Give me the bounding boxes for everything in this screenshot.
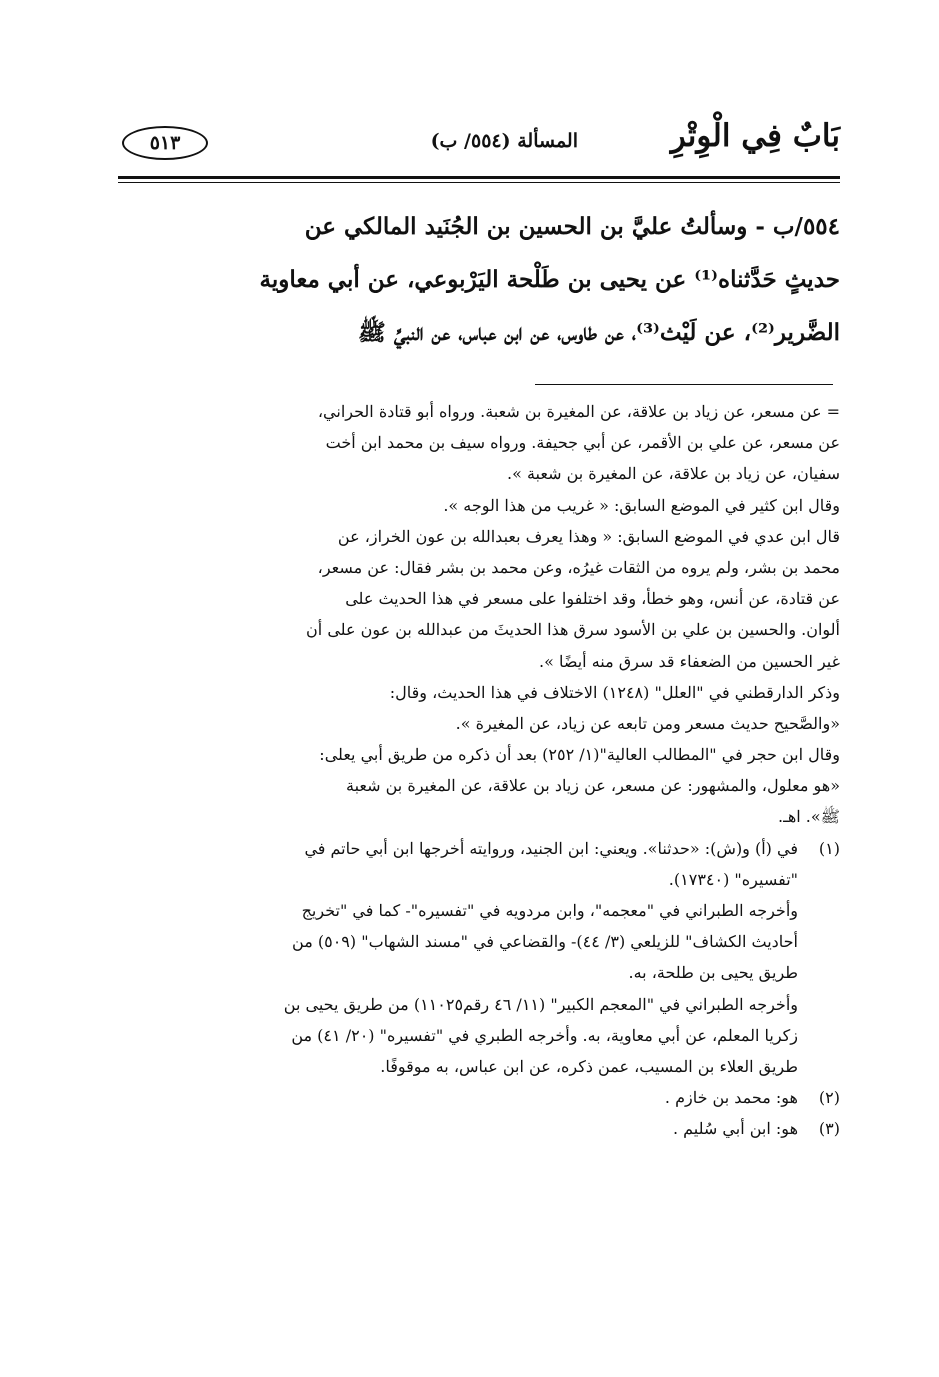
page-number: ٥١٣ xyxy=(122,126,208,160)
footnote-line: وقال ابن كثير في الموضع السابق: « غريب من هذا الوجه ». xyxy=(443,495,840,515)
footnote-line: غير الحسين من الضعفاء قد سرق منه أيضًا ». xyxy=(539,651,840,671)
footnote-line: وذكر الدارقطني في "العلل" (١٢٤٨) الاختلاف في هذا الحديث، وقال: xyxy=(389,682,840,702)
note-1-line: "تفسيره" (١٧٣٤٠). xyxy=(668,869,798,889)
note-1-line: طريق العلاء بن المسيب، عمن ذكره، عن ابن عباس، به موقوفًا. xyxy=(380,1056,798,1076)
note-text: هو: ابن أبي سُليم . xyxy=(672,1119,798,1139)
footnote-line: محمد بن بشر، ولم يروه من الثقات غيرُه، وعن محمد بن بشر فقال: عن مسعر، xyxy=(317,557,840,577)
main-text xyxy=(118,200,840,359)
main-text-line: ٥٥٤/ب - وسألتُ عليَّ بن الحسين بن الجُنَيد المالكي عن xyxy=(304,213,840,240)
chapter-title: بَابٌ فِي الْوِتْرِ xyxy=(670,118,840,154)
footnotes xyxy=(118,396,840,1145)
header-rule-thin xyxy=(118,182,840,183)
note-1-line: وأخرجه الطبراني في "المعجم الكبير" (١١/ ٤٦ رقم١١٠٢٥) من طريق يحيى بن xyxy=(283,994,798,1014)
footnote-line: «هو معلول، والمشهور: عن مسعر، عن زياد بن علاقة، عن المغيرة بن شعبة xyxy=(345,776,840,796)
note-1-line: أحاديث الكشاف" للزيلعي (٣/ ٤٤)- والقضاعي في "مسند الشهاب" (٥٠٩) من xyxy=(292,932,798,952)
header-rule-thick xyxy=(118,176,840,179)
footnote-line: عن قتادة، عن أنس، وهو خطأ، وقد اختلفوا على مسعر في هذا الحديث على xyxy=(345,589,840,609)
note-1-line: طريق يحيى بن طلحة، به. xyxy=(628,963,798,983)
note-3-line xyxy=(118,1113,840,1144)
footnote-line: سفيان، عن زياد بن علاقة، عن المغيرة بن شعبة ». xyxy=(506,464,840,484)
note-number: (٢) xyxy=(818,1088,840,1108)
footnote-line: عن مسعر، عن علي بن الأقمر، عن أبي جحيفة. ورواه سيف بن محمد ابن أخت xyxy=(325,433,840,453)
footnote-line: ألوان. والحسين بن علي بن الأسود سرق هذا الحديثَ من عبدالله بن عون على أن xyxy=(306,620,840,640)
note-1-line: وأخرجه الطبراني في "معجمه"، وابن مردويه في "تفسيره"- كما في "تخريج xyxy=(301,901,798,920)
footnote-line: «والصَّحيح حديث مسعر ومن تابعه عن زياد، عن المغيرة ». xyxy=(455,713,840,733)
footnote-line: ﷺ». اهـ. xyxy=(778,807,840,827)
main-text-line: حديثٍ حَدَّثناه⁽¹⁾ عن يحيى بن طَلْحة اليَرْبوعي، عن أبي معاوية xyxy=(259,266,840,293)
footnote-line: قال ابن عدي في الموضع السابق: « وهذا يعرف بعبدالله بن عون الخراز، عن xyxy=(337,526,840,546)
page-header xyxy=(118,112,840,176)
note-1-line xyxy=(118,833,840,864)
note-text: هو: محمد بن خازم . xyxy=(664,1088,798,1108)
footnote-line: وقال ابن حجر في "المطالب العالية"(١/ ٢٥٢) بعد أن ذكره من طريق أبي يعلى: xyxy=(319,745,840,765)
issue-label: المسألة (٥٥٤/ ب) xyxy=(430,130,578,152)
footnote-line: = عن مسعر، عن زياد بن علاقة، عن المغيرة بن شعبة. ورواه أبو قتادة الحراني، xyxy=(317,402,840,421)
note-number: (١) xyxy=(818,838,840,858)
note-1-line: زكريا المعلم، عن أبي معاوية، به. وأخرجه الطبري في "تفسيره" (٢٠/ ٤١) من xyxy=(291,1025,798,1045)
note-number: (٣) xyxy=(818,1119,840,1139)
note-text: في (أ) و(ش): «حدثنا». ويعني: ابن الجنيد، وروايته أخرجها ابن أبي حاتم في xyxy=(304,838,798,858)
footnote-separator xyxy=(535,384,833,385)
note-2-line xyxy=(118,1082,840,1113)
main-text-line: الضَّرير⁽²⁾، عن لَيْث⁽³⁾، عن طاوس، عن ابن عباس، عن النبيِّ ﷺ xyxy=(358,319,840,346)
